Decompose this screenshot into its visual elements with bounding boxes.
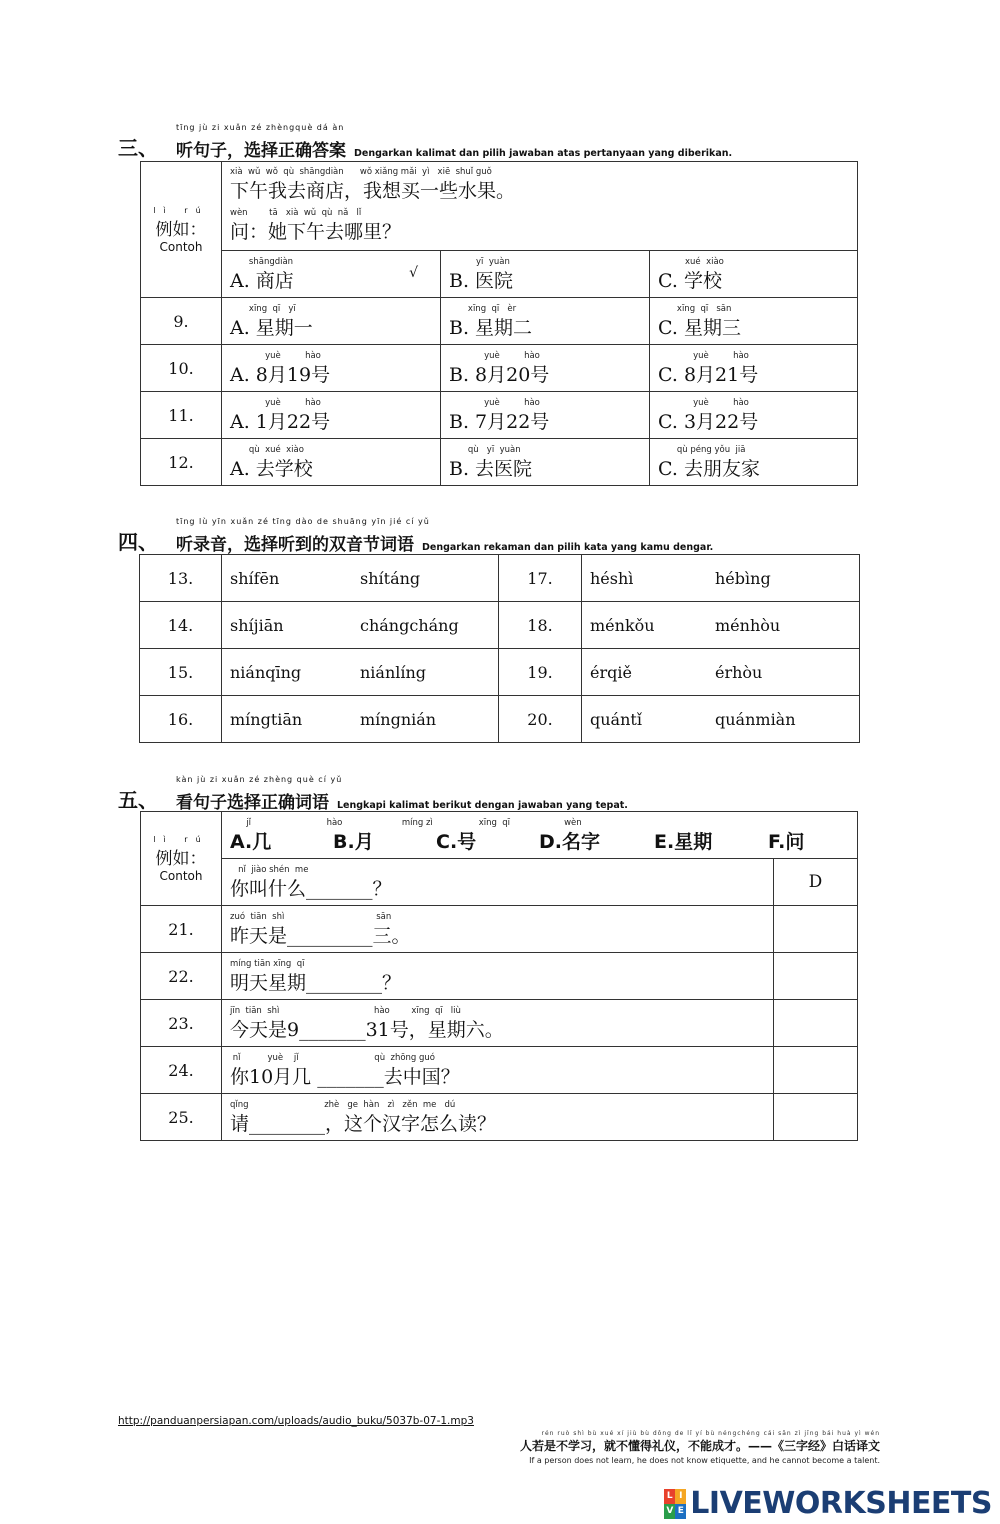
logo-letter: L bbox=[664, 1489, 675, 1504]
section4-heading bbox=[176, 517, 430, 555]
answer-box[interactable] bbox=[774, 906, 858, 953]
sentence-text: 你叫什么_______？ bbox=[230, 878, 392, 900]
word-options-list bbox=[230, 830, 849, 854]
logo-letter: I bbox=[675, 1489, 686, 1504]
sentence-cell bbox=[222, 1000, 774, 1047]
word-option[interactable]: C.号 bbox=[436, 831, 477, 853]
word-option[interactable]: F.问 bbox=[768, 831, 805, 853]
option-12-c[interactable] bbox=[650, 439, 858, 486]
word-option[interactable]: B.月 bbox=[333, 831, 374, 853]
question-number: 15. bbox=[140, 649, 222, 696]
pinyin-choice[interactable]: érhòu bbox=[715, 662, 763, 682]
question-number: 23. bbox=[141, 1000, 222, 1047]
sentence-text: 明天星期________？ bbox=[230, 972, 402, 994]
question-row-9 bbox=[141, 298, 858, 345]
section4-table bbox=[139, 554, 860, 743]
question-row-11 bbox=[141, 392, 858, 439]
sentence-cell bbox=[222, 859, 774, 906]
option-text: A. 星期一 bbox=[230, 317, 313, 339]
pinyin-row bbox=[140, 649, 860, 696]
example-sentence-row bbox=[141, 859, 858, 906]
sentence-row bbox=[141, 906, 858, 953]
pinyin-choice[interactable]: chángcháng bbox=[360, 615, 459, 635]
option-pinyin: xīng qī èr bbox=[449, 304, 517, 314]
option-text: C. 3月22号 bbox=[658, 411, 759, 433]
pinyin-choice[interactable]: míngtiān bbox=[230, 709, 303, 729]
answer-box[interactable] bbox=[774, 953, 858, 1000]
pinyin-choice[interactable]: quántǐ bbox=[590, 709, 642, 729]
sentence-pinyin: nǐ jiào shén me bbox=[230, 865, 309, 875]
option-10-a[interactable] bbox=[222, 345, 441, 392]
example-label-cn: 例如： bbox=[155, 848, 207, 869]
sentence-text: 今天是9_______31号，星期六。 bbox=[230, 1019, 504, 1041]
question-number: 12. bbox=[141, 439, 222, 486]
pinyin-choice[interactable]: niánlíng bbox=[360, 662, 427, 682]
sentence-row bbox=[141, 953, 858, 1000]
quote-pinyin: rén ruò shì bù xué xí jiù bù dǒng de lǐ yí bù néngchéng cái sān zì jīng bái huà yì wén bbox=[541, 1430, 880, 1437]
pinyin-choices bbox=[222, 696, 499, 743]
option-text: A. 1月22号 bbox=[230, 411, 331, 433]
word-options bbox=[222, 812, 858, 859]
pinyin-row bbox=[140, 696, 860, 743]
option-9-c[interactable] bbox=[650, 298, 858, 345]
pinyin-choices bbox=[582, 649, 860, 696]
question-number: 18. bbox=[499, 602, 582, 649]
pinyin-choice[interactable]: shítáng bbox=[360, 568, 421, 588]
pinyin-row bbox=[140, 555, 860, 602]
example-sentence: 下午我去商店，我想买一些水果。 bbox=[230, 180, 516, 202]
pinyin-choice[interactable]: ménkǒu bbox=[590, 615, 655, 635]
option-pinyin: qù yī yuàn bbox=[449, 445, 521, 455]
option-pinyin: qù xué xiào bbox=[230, 445, 304, 455]
pinyin-choices bbox=[222, 602, 499, 649]
sentence-text: 你10月几 _______去中国？ bbox=[230, 1066, 460, 1088]
sentence-pinyin: zuó tiān shì sān bbox=[230, 912, 392, 922]
section5-number: 五、 bbox=[118, 788, 158, 812]
option-11-b[interactable] bbox=[441, 392, 650, 439]
sentence-row bbox=[141, 1094, 858, 1141]
quote-english: If a person does not learn, he does not know etiquette, and he cannot become a talent. bbox=[529, 1456, 880, 1465]
pinyin-choice[interactable]: míngnián bbox=[360, 709, 437, 729]
sentence-row bbox=[141, 1047, 858, 1094]
pinyin-choice[interactable]: hébìng bbox=[715, 568, 771, 588]
example-option-b[interactable] bbox=[441, 251, 650, 298]
example-label-pinyin: lì rú bbox=[153, 834, 209, 844]
liveworksheets-logo bbox=[664, 1486, 992, 1521]
question-row-10 bbox=[141, 345, 858, 392]
example-option-a[interactable] bbox=[222, 251, 441, 298]
section5-table bbox=[140, 811, 858, 1141]
option-pinyin: yuè hào bbox=[658, 351, 749, 361]
section5-example-label bbox=[141, 812, 222, 906]
example-option-c-text: C. 学校 bbox=[658, 270, 722, 292]
section3-heading bbox=[176, 123, 346, 161]
check-mark-icon: √ bbox=[409, 265, 418, 281]
option-pinyin: yuè hào bbox=[230, 351, 321, 361]
pinyin-choices bbox=[582, 602, 860, 649]
question-number: 21. bbox=[141, 906, 222, 953]
example-label-ms: Contoh bbox=[159, 868, 203, 883]
option-11-a[interactable] bbox=[222, 392, 441, 439]
option-pinyin: qù péng yǒu jiā bbox=[658, 445, 746, 455]
question-row-12 bbox=[141, 439, 858, 486]
section3-example-text bbox=[222, 162, 858, 251]
question-number: 10. bbox=[141, 345, 222, 392]
question-number: 13. bbox=[140, 555, 222, 602]
example-label-ms: Contoh bbox=[159, 239, 203, 254]
option-pinyin: xīng qī yī bbox=[230, 304, 296, 314]
pinyin-row bbox=[140, 602, 860, 649]
option-text: B. 去医院 bbox=[449, 458, 533, 480]
pinyin-choices bbox=[582, 555, 860, 602]
pinyin-choice[interactable]: shíjiān bbox=[230, 615, 284, 635]
option-pinyin: yuè hào bbox=[658, 398, 749, 408]
section3-table bbox=[140, 161, 858, 486]
question-number: 22. bbox=[141, 953, 222, 1000]
pinyin-choice[interactable]: shífēn bbox=[230, 568, 280, 588]
section4-heading-text: 听录音，选择听到的双音节词语 bbox=[176, 535, 414, 555]
section3-number: 三、 bbox=[118, 136, 158, 160]
option-11-c[interactable] bbox=[650, 392, 858, 439]
answer-box[interactable] bbox=[774, 1047, 858, 1094]
option-text: B. 星期二 bbox=[449, 317, 533, 339]
question-number: 9. bbox=[141, 298, 222, 345]
option-10-c[interactable] bbox=[650, 345, 858, 392]
question-number: 25. bbox=[141, 1094, 222, 1141]
sentence-cell bbox=[222, 1094, 774, 1141]
option-text: B. 8月20号 bbox=[449, 364, 550, 386]
section5-instruction: Lengkapi kalimat berikut dengan jawaban yang tepat. bbox=[337, 800, 628, 811]
pinyin-choices bbox=[222, 555, 499, 602]
pinyin-choice[interactable]: érqiě bbox=[590, 662, 632, 682]
option-9-b[interactable] bbox=[441, 298, 650, 345]
pinyin-choice[interactable]: ménhòu bbox=[715, 615, 781, 635]
sentence-text: 昨天是_________三。 bbox=[230, 925, 411, 947]
example-option-c[interactable] bbox=[650, 251, 858, 298]
sentence-pinyin: míng tiān xīng qī bbox=[230, 959, 305, 969]
sentence-cell bbox=[222, 906, 774, 953]
option-text: C. 8月21号 bbox=[658, 364, 759, 386]
option-text: A. 去学校 bbox=[230, 458, 313, 480]
question-number: 19. bbox=[499, 649, 582, 696]
word-options-pinyin: jǐ hào míng zì xīng qī wèn bbox=[230, 818, 582, 828]
option-pinyin: xīng qī sān bbox=[658, 304, 732, 314]
pinyin-choice[interactable]: héshì bbox=[590, 568, 634, 588]
option-pinyin: yuè hào bbox=[449, 351, 540, 361]
pinyin-choices bbox=[582, 696, 860, 743]
section3-pinyin: tīng jù zi xuǎn zé zhèngquè dá àn bbox=[176, 123, 345, 132]
section3-example-label bbox=[141, 162, 222, 298]
example-option-b-text: B. 医院 bbox=[449, 270, 514, 292]
word-option[interactable]: A.几 bbox=[230, 831, 272, 853]
section3-heading-text: 听句子，选择正确答案 bbox=[176, 141, 346, 161]
example-question: 问：她下午去哪里？ bbox=[230, 221, 402, 243]
option-text: B. 7月22号 bbox=[449, 411, 550, 433]
sentence-pinyin: qǐng zhè ge hàn zì zěn me dú bbox=[230, 1100, 456, 1110]
option-12-b[interactable] bbox=[441, 439, 650, 486]
section3-instruction: Dengarkan kalimat dan pilih jawaban atas pertanyaan yang diberikan. bbox=[354, 148, 733, 159]
option-text: C. 星期三 bbox=[658, 317, 741, 339]
sentence-pinyin: jīn tiān shì hào xīng qī liù bbox=[230, 1006, 461, 1016]
section5-title bbox=[118, 775, 628, 813]
option-text: A. 8月19号 bbox=[230, 364, 331, 386]
sentence-row bbox=[141, 1000, 858, 1047]
sentence-cell bbox=[222, 953, 774, 1000]
section5-heading-text: 看句子选择正确词语 bbox=[176, 793, 329, 813]
option-pinyin: yuè hào bbox=[230, 398, 321, 408]
sentence-cell bbox=[222, 1047, 774, 1094]
word-option[interactable]: E.星期 bbox=[654, 831, 713, 853]
answer-box[interactable]: D bbox=[774, 859, 858, 906]
section4-title bbox=[118, 517, 714, 555]
example-option-c-pinyin: xué xiào bbox=[658, 257, 724, 267]
sentence-text: 请________，这个汉字怎么读？ bbox=[230, 1113, 497, 1135]
question-number: 24. bbox=[141, 1047, 222, 1094]
section4-pinyin: tīng lù yīn xuǎn zé tīng dào de shuāng yīn jié cí yǔ bbox=[176, 517, 430, 526]
question-number: 14. bbox=[140, 602, 222, 649]
pinyin-choices bbox=[222, 649, 499, 696]
example-question-pinyin: wèn tā xià wǔ qù nǎ lǐ bbox=[230, 208, 362, 218]
logo-letter: E bbox=[675, 1504, 686, 1519]
answer-box[interactable] bbox=[774, 1000, 858, 1047]
question-number: 17. bbox=[499, 555, 582, 602]
section4-instruction: Dengarkan rekaman dan pilih kata yang kamu dengar. bbox=[422, 542, 714, 553]
option-9-a[interactable] bbox=[222, 298, 441, 345]
section3-title bbox=[118, 123, 733, 161]
example-option-a-pinyin: shāngdiàn bbox=[230, 257, 294, 267]
section5-pinyin: kàn jù zi xuǎn zé zhèng què cí yǔ bbox=[176, 775, 343, 784]
section5-heading bbox=[176, 775, 343, 813]
question-number: 20. bbox=[499, 696, 582, 743]
footer-quote bbox=[520, 1430, 880, 1465]
question-number: 11. bbox=[141, 392, 222, 439]
example-label-pinyin: lì rú bbox=[153, 205, 209, 215]
option-12-a[interactable] bbox=[222, 439, 441, 486]
logo-mark-icon bbox=[664, 1489, 686, 1519]
answer-box[interactable] bbox=[774, 1094, 858, 1141]
sentence-pinyin: nǐ yuè jǐ qù zhōng guó bbox=[230, 1053, 436, 1063]
word-option[interactable]: D.名字 bbox=[539, 831, 600, 853]
logo-letter: V bbox=[664, 1504, 675, 1519]
example-option-b-pinyin: yī yuàn bbox=[449, 257, 510, 267]
example-label-cn: 例如： bbox=[155, 219, 207, 240]
pinyin-choice[interactable]: quánmiàn bbox=[715, 709, 796, 729]
section4-number: 四、 bbox=[118, 530, 158, 554]
example-sentence-pinyin: xià wǔ wǒ qù shāngdiàn wǒ xiǎng mǎi yì xiē shuǐ guǒ bbox=[230, 167, 492, 177]
quote-chinese: 人若是不学习，就不懂得礼仪，不能成才。——《三字经》白话译文 bbox=[519, 1439, 880, 1453]
option-pinyin: yuè hào bbox=[449, 398, 540, 408]
logo-text: LIVEWORKSHEETS bbox=[690, 1486, 992, 1521]
option-10-b[interactable] bbox=[441, 345, 650, 392]
pinyin-choice[interactable]: niánqīng bbox=[230, 662, 302, 682]
example-option-a-text: A. 商店 bbox=[230, 270, 294, 292]
question-number: 16. bbox=[140, 696, 222, 743]
audio-link[interactable]: http://panduanpersiapan.com/uploads/audio_buku/5037b-07-1.mp3 bbox=[118, 1415, 474, 1427]
option-text: C. 去朋友家 bbox=[658, 458, 760, 480]
